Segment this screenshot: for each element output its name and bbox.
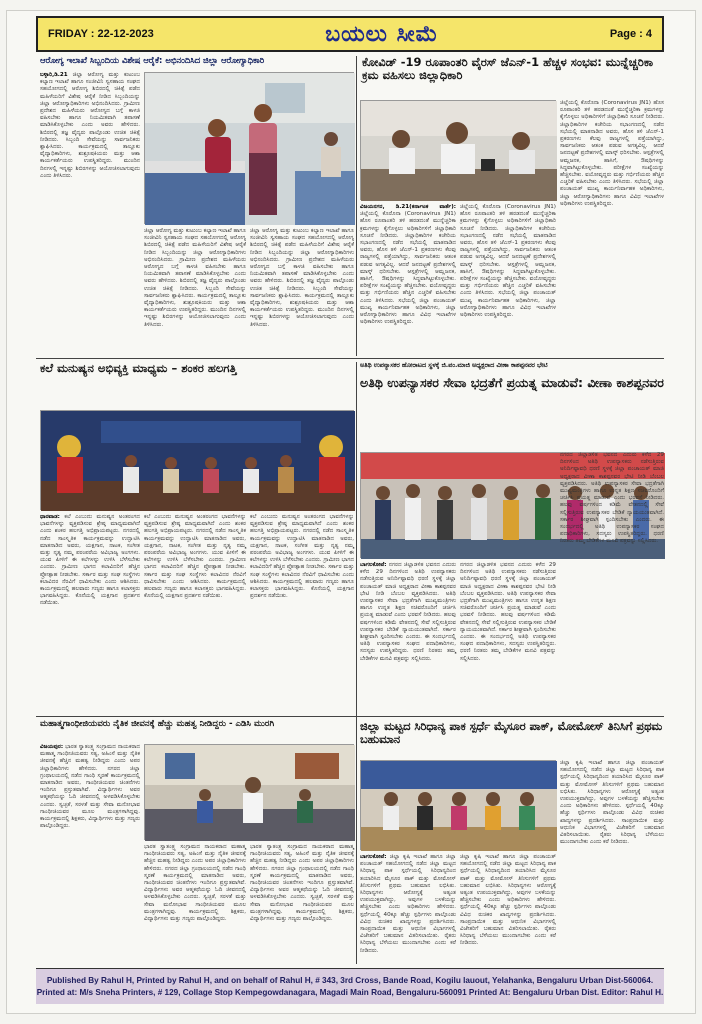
art-body-col3: ಕಲೆ ಎಂಬುದು ಮನುಷ್ಯನ ಅಂತರಂಗದ ಭಾವನೆಗಳನ್ನು ವ್ಯಕ್ತಪಡಿಸುವ ಶ್ರೇಷ್ಠ ಮಾಧ್ಯಮವಾಗಿದೆ ಎಂದು ಶಂಕರ ಹಲಗತ್ತಿ ಅಭಿಪ್ರಾಯಪಟ್ಟರು. ನಗರದಲ್ಲಿ ನಡೆದ ಸಾಂಸ್ಕೃತಿಕ ಕಾರ್ಯಕ್ರಮವನ್ನು ಉದ್ಘಾಟಿಸಿ ಮಾತನಾಡಿದ ಅವರು, ಯಕ್ಷಗಾನ, ನಾಟಕ, ಸಂಗೀತ ಮತ್ತು ನೃತ್ಯ ನಮ್ಮ ಪರಂಪರೆಯ ಅವಿಭಾಜ್ಯ ಅಂಗಗಳು. ಯುವ ಪೀಳಿಗೆ ಈ ಕಲೆಗಳನ್ನು ಉಳಿಸಿ ಬೆಳೆಸಬೇಕು ಎಂದರು. ಗ್ರಾಮೀಣ ಭಾಗದ ಕಲಾವಿದರಿಗೆ ಹೆಚ್ಚಿನ ಪ್ರೋತ್ಸಾಹ ನೀಡಬೇಕು. ಸರ್ಕಾರ ಮತ್ತು ಸಂಘ ಸಂಸ್ಥೆಗಳು ಕಲಾವಿದರ ನೆರವಿಗೆ ಧಾವಿಸಬೇಕು ಎಂದು ಆಶಿಸಿದರು. ಕಾರ್ಯಕ್ರಮದಲ್ಲಿ ಹಲವಾರು ಗಣ್ಯರು ಹಾಗೂ ಕಲಾಸಕ್ತರು ಭಾಗವಹಿಸಿದ್ದರು. ಕೊನೆಯಲ್ಲಿ ಯಕ್ಷಗಾನ ಪ್ರದರ್ಶನ ನಡೆಯಿತು. [250, 514, 354, 600]
health-dateline: ಬಳ್ಳಾರಿ,ಡಿ.21 [40, 72, 68, 78]
guest-kicker: ಅತಿಥಿ ಉಪನ್ಯಾಸಕರ ಹೋರಾಟದ ಸ್ಥಳಕ್ಕೆ ಜಿ.ಪಂ.ಮಾಜಿ ಅಧ್ಯಕ್ಷರಾದ ವೀಣಾ ಕಾಶಪ್ಪನವರ ಭೇಟಿ [360, 362, 548, 369]
health-headline: ಆರೋಗ್ಯ ಇಲಾಖೆ ಸಿಬ್ಬಂದಿಯ ವಿಶೇಷ ಆರೈಕೆ: ಅಭಿನಂದಿಸಿದ ಜಿಲ್ಲಾ ಆರೋಗ್ಯಾಧಿಕಾರಿ [40, 55, 265, 65]
cooking-image [361, 761, 557, 851]
issue-date: FRIDAY : 22-12-2023 [48, 28, 154, 40]
masthead [36, 16, 664, 52]
imprint-footer [36, 968, 664, 1004]
covid-body-col1: ವಿಜಯನಗರ, ಡಿ.21(ಕರ್ನಾಟಕ ವಾರ್ತೆ): ಜಿಲ್ಲೆಯಲ್ಲಿ ಕೊರೊನಾ (Coronavirus JN1) ಹೊಸ ರೂಪಾಂತರಿ ತಳಿ ಹರಡದಂತೆ ಮುನ್ನೆಚ್ಚರಿಕಾ ಕ್ರಮಗಳನ್ನು ಕೈಗೊಳ್ಳಲು ಅಧಿಕಾರಿಗಳಿಗೆ ಜಿಲ್ಲಾಧಿಕಾರಿ ಸೂಚನೆ ನೀಡಿದರು. ಜಿಲ್ಲಾಧಿಕಾರಿಗಳ ಕಚೇರಿಯ ಸಭಾಂಗಣದಲ್ಲಿ ನಡೆದ ಸಭೆಯಲ್ಲಿ ಮಾತನಾಡಿದ ಅವರು, ಹೊಸ ತಳಿ ಜೆಎನ್-1 ಪ್ರಕರಣಗಳು ಕೆಲವು ರಾಜ್ಯಗಳಲ್ಲಿ ಪತ್ತೆಯಾಗಿದ್ದು, ಸಾರ್ವಜನಿಕರು ಆತಂಕ ಪಡುವ ಅಗತ್ಯವಿಲ್ಲ. ಆದರೆ ಜನದಟ್ಟಣೆ ಪ್ರದೇಶಗಳಲ್ಲಿ ಮಾಸ್ಕ್ ಧರಿಸಬೇಕು. ಆಸ್ಪತ್ರೆಗಳಲ್ಲಿ ಆಮ್ಲಜನಕ, ಹಾಸಿಗೆ, ಔಷಧಿಗಳನ್ನು ಸಿದ್ಧವಾಗಿಟ್ಟುಕೊಳ್ಳಬೇಕು. ಪರೀಕ್ಷೆಗಳ ಸಂಖ್ಯೆಯನ್ನು ಹೆಚ್ಚಿಸಬೇಕು. ವಯೋವೃದ್ಧರು ಮತ್ತು ಗರ್ಭಿಣಿಯರು ಹೆಚ್ಚಿನ ಎಚ್ಚರಿಕೆ ವಹಿಸಬೇಕು ಎಂದು ತಿಳಿಸಿದರು. ಸಭೆಯಲ್ಲಿ ಜಿಲ್ಲಾ ಪಂಚಾಯತ್ ಮುಖ್ಯ ಕಾರ್ಯನಿರ್ವಾಹಕ ಅಧಿಕಾರಿಗಳು, ಜಿಲ್ಲಾ ಆರೋಗ್ಯಾಧಿಕಾರಿಗಳು ಹಾಗೂ ವಿವಿಧ ಇಲಾಖೆಗಳ ಅಧಿಕಾರಿಗಳು ಉಪಸ್ಥಿತರಿದ್ದರು. [360, 204, 456, 326]
cooking-body-col1: ಬಾಗಲಕೋಟೆ: ಜಿಲ್ಲಾ ಕೃಷಿ ಇಲಾಖೆ ಹಾಗೂ ಜಿಲ್ಲಾ ಪಂಚಾಯತ್ ಸಹಯೋಗದಲ್ಲಿ ನಡೆದ ಜಿಲ್ಲಾ ಮಟ್ಟದ ಸಿರಿಧಾನ್ಯ ಪಾಕ ಸ್ಪರ್ಧೆಯಲ್ಲಿ ಸಿರಿಧಾನ್ಯದಿಂದ ತಯಾರಿಸಿದ ಮೈಸೂರ ಪಾಕ್ ಮತ್ತು ಮೋಮೋಸ್ ತಿನಿಸುಗಳಿಗೆ ಪ್ರಥಮ ಬಹುಮಾನ ಲಭಿಸಿತು. ಸಿರಿಧಾನ್ಯಗಳು ಆರೋಗ್ಯಕ್ಕೆ ಅತ್ಯಂತ ಉಪಯುಕ್ತವಾಗಿದ್ದು, ಅವುಗಳ ಬಳಕೆಯನ್ನು ಹೆಚ್ಚಿಸಬೇಕು ಎಂದು ಅಧಿಕಾರಿಗಳು ಹೇಳಿದರು. ಸ್ಪರ್ಧೆಯಲ್ಲಿ 40ಕ್ಕೂ ಹೆಚ್ಚು ಸ್ಪರ್ಧಿಗಳು ಪಾಲ್ಗೊಂಡು ವಿವಿಧ ರುಚಿಕರ ಖಾದ್ಯಗಳನ್ನು ಪ್ರದರ್ಶಿಸಿದರು. ಸಾಂಪ್ರದಾಯಿಕ ಮತ್ತು ಆಧುನಿಕ ವಿಭಾಗಗಳಲ್ಲಿ ವಿಜೇತರಿಗೆ ಬಹುಮಾನ ವಿತರಿಸಲಾಯಿತು. ರೈತರು ಸಿರಿಧಾನ್ಯ ಬೆಳೆಯಲು ಮುಂದಾಗಬೇಕು ಎಂದು ಕರೆ ನೀಡಿದರು. [360, 854, 456, 954]
gandhi-body: ವಿಜಯಪುರ: ಭಾರತ ಸ್ವಾತಂತ್ರ್ಯ ಸಂಗ್ರಾಮದ ನಾಯಕರಾದ ಮಹಾತ್ಮ ಗಾಂಧೀಜಿಯವರು ಸತ್ಯ, ಅಹಿಂಸೆ ಮತ್ತು ನೈತಿಕ ಜೀವನಕ್ಕೆ ಹೆಚ್ಚಿನ ಮಹತ್ವ ನೀಡಿದ್ದರು ಎಂದು ಅಪರ ಜಿಲ್ಲಾಧಿಕಾರಿಗಳು ಹೇಳಿದರು. ನಗರದ ಜಿಲ್ಲಾ ಗ್ರಂಥಾಲಯದಲ್ಲಿ ನಡೆದ ಗಾಂಧಿ ಸ್ಮರಣೆ ಕಾರ್ಯಕ್ರಮದಲ್ಲಿ ಮಾತನಾಡಿದ ಅವರು, ಗಾಂಧೀಜಿಯವರ ಚಿಂತನೆಗಳು ಇಂದಿಗೂ ಪ್ರಸ್ತುತವಾಗಿವೆ. ವಿದ್ಯಾರ್ಥಿಗಳು ಅವರ ಆತ್ಮಕಥೆಯನ್ನು ಓದಿ ಜೀವನದಲ್ಲಿ ಅಳವಡಿಸಿಕೊಳ್ಳಬೇಕು ಎಂದರು. ಸ್ವಚ್ಛತೆ, ಸರಳತೆ ಮತ್ತು ಸೇವಾ ಮನೋಭಾವ ಗಾಂಧೀಜಿಯವರ ಮೂಲ ಮಂತ್ರಗಳಾಗಿದ್ದವು. ಕಾರ್ಯಕ್ರಮದಲ್ಲಿ ಶಿಕ್ಷಕರು, ವಿದ್ಯಾರ್ಥಿಗಳು ಮತ್ತು ಗಣ್ಯರು ಪಾಲ್ಗೊಂಡಿದ್ದರು. [40, 744, 141, 830]
section-divider-2 [36, 716, 664, 717]
cooking-body-col2: ಜಿಲ್ಲಾ ಕೃಷಿ ಇಲಾಖೆ ಹಾಗೂ ಜಿಲ್ಲಾ ಪಂಚಾಯತ್ ಸಹಯೋಗದಲ್ಲಿ ನಡೆದ ಜಿಲ್ಲಾ ಮಟ್ಟದ ಸಿರಿಧಾನ್ಯ ಪಾಕ ಸ್ಪರ್ಧೆಯಲ್ಲಿ ಸಿರಿಧಾನ್ಯದಿಂದ ತಯಾರಿಸಿದ ಮೈಸೂರ ಪಾಕ್ ಮತ್ತು ಮೋಮೋಸ್ ತಿನಿಸುಗಳಿಗೆ ಪ್ರಥಮ ಬಹುಮಾನ ಲಭಿಸಿತು. ಸಿರಿಧಾನ್ಯಗಳು ಆರೋಗ್ಯಕ್ಕೆ ಅತ್ಯಂತ ಉಪಯುಕ್ತವಾಗಿದ್ದು, ಅವುಗಳ ಬಳಕೆಯನ್ನು ಹೆಚ್ಚಿಸಬೇಕು ಎಂದು ಅಧಿಕಾರಿಗಳು ಹೇಳಿದರು. ಸ್ಪರ್ಧೆಯಲ್ಲಿ 40ಕ್ಕೂ ಹೆಚ್ಚು ಸ್ಪರ್ಧಿಗಳು ಪಾಲ್ಗೊಂಡು ವಿವಿಧ ರುಚಿಕರ ಖಾದ್ಯಗಳನ್ನು ಪ್ರದರ್ಶಿಸಿದರು. ಸಾಂಪ್ರದಾಯಿಕ ಮತ್ತು ಆಧುನಿಕ ವಿಭಾಗಗಳಲ್ಲಿ ವಿಜೇತರಿಗೆ ಬಹುಮಾನ ವಿತರಿಸಲಾಯಿತು. ರೈತರು ಸಿರಿಧಾನ್ಯ ಬೆಳೆಯಲು ಮುಂದಾಗಬೇಕು ಎಂದು ಕರೆ ನೀಡಿದರು. [460, 854, 556, 947]
meeting-image [361, 101, 557, 201]
guest-body-col2: ನಗರದ ಜಿಲ್ಲಾಡಳಿತ ಭವನದ ಎದುರು ಕಳೆದ 29 ದಿನಗಳಿಂದ ಅತಿಥಿ ಉಪನ್ಯಾಸಕರು ನಡೆಸುತ್ತಿರುವ ಅನಿರ್ದಿಷ್ಟಾವಧಿ ಧರಣಿ ಸ್ಥಳಕ್ಕೆ ಜಿಲ್ಲಾ ಪಂಚಾಯತ್ ಮಾಜಿ ಅಧ್ಯಕ್ಷರಾದ ವೀಣಾ ಕಾಶಪ್ಪನವರ ಭೇಟಿ ನೀಡಿ ಬೆಂಬಲ ವ್ಯಕ್ತಪಡಿಸಿದರು. ಅತಿಥಿ ಉಪನ್ಯಾಸಕರ ಸೇವಾ ಭದ್ರತೆಗಾಗಿ ಮುಖ್ಯಮಂತ್ರಿಗಳು ಹಾಗೂ ಉನ್ನತ ಶಿಕ್ಷಣ ಸಚಿವರೊಂದಿಗೆ ಚರ್ಚಿಸಿ ಪ್ರಯತ್ನ ಮಾಡುವೆ ಎಂದು ಭರವಸೆ ನೀಡಿದರು. ಹಲವು ವರ್ಷಗಳಿಂದ ಕಡಿಮೆ ವೇತನದಲ್ಲಿ ಸೇವೆ ಸಲ್ಲಿಸುತ್ತಿರುವ ಉಪನ್ಯಾಸಕರ ಬೇಡಿಕೆ ನ್ಯಾಯಯುತವಾಗಿದೆ. ಸರ್ಕಾರ ಶೀಘ್ರವಾಗಿ ಸ್ಪಂದಿಸಬೇಕು ಎಂದರು. ಈ ಸಂದರ್ಭದಲ್ಲಿ ಅತಿಥಿ ಉಪನ್ಯಾಸಕರ ಸಂಘದ ಪದಾಧಿಕಾರಿಗಳು, ಸದಸ್ಯರು ಉಪಸ್ಥಿತರಿದ್ದರು. ಧರಣಿ ನಿರತರು ತಮ್ಮ ಬೇಡಿಕೆಗಳ ಮನವಿ ಪತ್ರವನ್ನು ಸಲ್ಲಿಸಿದರು. [460, 562, 556, 662]
gandhi-headline: ಮಹಾತ್ಮಗಾಂಧೀಜಿಯವರು ನೈತಿಕ ಜೀವನಕ್ಕೆ ಹೆಚ್ಚು ಮಹತ್ವ ನೀಡಿದ್ದರು - ಎಡಿಸಿ ಮುರಗಿ [40, 719, 275, 729]
section-divider [36, 358, 664, 359]
guest-dateline: ಬಾಗಲಕೋಟೆ: [360, 562, 387, 568]
cooking-headline: ಜಿಲ್ಲಾ ಮಟ್ಟದ ಸಿರಿಧಾನ್ಯ ಪಾಕ ಸ್ಪರ್ಧೆ ಮೈಸೂರ ಪಾಕ್, ಮೋಮೋಸ್ ತಿನಿಸಿಗೆ ಪ್ರಥಮ ಬಹುಮಾನ [360, 720, 663, 746]
covid-dateline: ವಿಜಯನಗರ, ಡಿ.21(ಕರ್ನಾಟಕ ವಾರ್ತೆ): [360, 204, 456, 210]
covid-meeting-photo [360, 100, 556, 200]
gandhi-dateline: ವಿಜಯಪುರ: [40, 744, 64, 750]
cooking-body: ಜಿಲ್ಲಾ ಕೃಷಿ ಇಲಾಖೆ ಹಾಗೂ ಜಿಲ್ಲಾ ಪಂಚಾಯತ್ ಸಹಯೋಗದಲ್ಲಿ ನಡೆದ ಜಿಲ್ಲಾ ಮಟ್ಟದ ಸಿರಿಧಾನ್ಯ ಪಾಕ ಸ್ಪರ್ಧೆಯಲ್ಲಿ ಸಿರಿಧಾನ್ಯದಿಂದ ತಯಾರಿಸಿದ ಮೈಸೂರ ಪಾಕ್ ಮತ್ತು ಮೋಮೋಸ್ ತಿನಿಸುಗಳಿಗೆ ಪ್ರಥಮ ಬಹುಮಾನ ಲಭಿಸಿತು. ಸಿರಿಧಾನ್ಯಗಳು ಆರೋಗ್ಯಕ್ಕೆ ಅತ್ಯಂತ ಉಪಯುಕ್ತವಾಗಿದ್ದು, ಅವುಗಳ ಬಳಕೆಯನ್ನು ಹೆಚ್ಚಿಸಬೇಕು ಎಂದು ಅಧಿಕಾರಿಗಳು ಹೇಳಿದರು. ಸ್ಪರ್ಧೆಯಲ್ಲಿ 40ಕ್ಕೂ ಹೆಚ್ಚು ಸ್ಪರ್ಧಿಗಳು ಪಾಲ್ಗೊಂಡು ವಿವಿಧ ರುಚಿಕರ ಖಾದ್ಯಗಳನ್ನು ಪ್ರದರ್ಶಿಸಿದರು. ಸಾಂಪ್ರದಾಯಿಕ ಮತ್ತು ಆಧುನಿಕ ವಿಭಾಗಗಳಲ್ಲಿ ವಿಜೇತರಿಗೆ ಬಹುಮಾನ ವಿತರಿಸಲಾಯಿತು. ರೈತರು ಸಿರಿಧಾನ್ಯ ಬೆಳೆಯಲು ಮುಂದಾಗಬೇಕು ಎಂದು ಕರೆ ನೀಡಿದರು. [560, 760, 664, 846]
imprint-line-1: Published By Rahul H, Printed by Rahul H, and on behalf of Rahul H, # 343, 3rd Cross, Bande Road, Kogilu lauout, Yelahanka, Bengaluru Urban Dist-560064. [46, 976, 654, 985]
column-divider [356, 56, 357, 356]
health-body: ಬಳ್ಳಾರಿ,ಡಿ.21 ಜಿಲ್ಲಾ ಆರೋಗ್ಯ ಮತ್ತು ಕುಟುಂಬ ಕಲ್ಯಾಣ ಇಲಾಖೆ ಹಾಗೂ ಸಂಜೀವಿನಿ ಸ್ವಸಹಾಯ ಸಂಘದ ಸಹಯೋಗದಲ್ಲಿ ಆರೋಗ್ಯ ಶಿಬಿರದಲ್ಲಿ ಚಿಕಿತ್ಸೆ ಪಡೆದ ಮಹಿಳೆಯರಿಗೆ ವಿಶೇಷ ಆರೈಕೆ ನೀಡಿದ ಸಿಬ್ಬಂದಿಯನ್ನು ಜಿಲ್ಲಾ ಆರೋಗ್ಯಾಧಿಕಾರಿಗಳು ಅಭಿನಂದಿಸಿದರು. ಗ್ರಾಮೀಣ ಪ್ರದೇಶದ ಮಹಿಳೆಯರು ಆರೋಗ್ಯದ ಬಗ್ಗೆ ಕಾಳಜಿ ವಹಿಸಬೇಕು ಹಾಗೂ ನಿಯಮಿತವಾಗಿ ತಪಾಸಣೆ ಮಾಡಿಸಿಕೊಳ್ಳಬೇಕು ಎಂದು ಅವರು ಹೇಳಿದರು. ಶಿಬಿರದಲ್ಲಿ ತಜ್ಞ ವೈದ್ಯರು ಪಾಲ್ಗೊಂಡು ಉಚಿತ ಚಿಕಿತ್ಸೆ ನೀಡಿದರು. ಸಿಬ್ಬಂದಿ ಸೇವೆಯನ್ನು ಸಾರ್ವಜನಿಕರು ಶ್ಲಾಘಿಸಿದರು. ಕಾರ್ಯಕ್ರಮದಲ್ಲಿ ತಾಲ್ಲೂಕು ವೈದ್ಯಾಧಿಕಾರಿಗಳು, ಶುಶ್ರೂಷಕಿಯರು ಮತ್ತು ಆಶಾ ಕಾರ್ಯಕರ್ತೆಯರು ಉಪಸ್ಥಿತರಿದ್ದರು. ಮುಂದಿನ ದಿನಗಳಲ್ಲಿ ಇನ್ನಷ್ಟು ಶಿಬಿರಗಳನ್ನು ಆಯೋಜಿಸಲಾಗುವುದು ಎಂದು ತಿಳಿಸಿದರು. [40, 72, 140, 179]
hospital-ward-photo [144, 72, 354, 224]
covid-body: ಜಿಲ್ಲೆಯಲ್ಲಿ ಕೊರೊನಾ (Coronavirus JN1) ಹೊಸ ರೂಪಾಂತರಿ ತಳಿ ಹರಡದಂತೆ ಮುನ್ನೆಚ್ಚರಿಕಾ ಕ್ರಮಗಳನ್ನು ಕೈಗೊಳ್ಳಲು ಅಧಿಕಾರಿಗಳಿಗೆ ಜಿಲ್ಲಾಧಿಕಾರಿ ಸೂಚನೆ ನೀಡಿದರು. ಜಿಲ್ಲಾಧಿಕಾರಿಗಳ ಕಚೇರಿಯ ಸಭಾಂಗಣದಲ್ಲಿ ನಡೆದ ಸಭೆಯಲ್ಲಿ ಮಾತನಾಡಿದ ಅವರು, ಹೊಸ ತಳಿ ಜೆಎನ್-1 ಪ್ರಕರಣಗಳು ಕೆಲವು ರಾಜ್ಯಗಳಲ್ಲಿ ಪತ್ತೆಯಾಗಿದ್ದು, ಸಾರ್ವಜನಿಕರು ಆತಂಕ ಪಡುವ ಅಗತ್ಯವಿಲ್ಲ. ಆದರೆ ಜನದಟ್ಟಣೆ ಪ್ರದೇಶಗಳಲ್ಲಿ ಮಾಸ್ಕ್ ಧರಿಸಬೇಕು. ಆಸ್ಪತ್ರೆಗಳಲ್ಲಿ ಆಮ್ಲಜನಕ, ಹಾಸಿಗೆ, ಔಷಧಿಗಳನ್ನು ಸಿದ್ಧವಾಗಿಟ್ಟುಕೊಳ್ಳಬೇಕು. ಪರೀಕ್ಷೆಗಳ ಸಂಖ್ಯೆಯನ್ನು ಹೆಚ್ಚಿಸಬೇಕು. ವಯೋವೃದ್ಧರು ಮತ್ತು ಗರ್ಭಿಣಿಯರು ಹೆಚ್ಚಿನ ಎಚ್ಚರಿಕೆ ವಹಿಸಬೇಕು ಎಂದು ತಿಳಿಸಿದರು. ಸಭೆಯಲ್ಲಿ ಜಿಲ್ಲಾ ಪಂಚಾಯತ್ ಮುಖ್ಯ ಕಾರ್ಯನಿರ್ವಾಹಕ ಅಧಿಕಾರಿಗಳು, ಜಿಲ್ಲಾ ಆರೋಗ್ಯಾಧಿಕಾರಿಗಳು ಹಾಗೂ ವಿವಿಧ ಇಲಾಖೆಗಳ ಅಧಿಕಾರಿಗಳು ಉಪಸ್ಥಿತರಿದ್ದರು. [560, 100, 664, 207]
column-divider-2 [356, 362, 357, 964]
guest-body-col3: ನಗರದ ಜಿಲ್ಲಾಡಳಿತ ಭವನದ ಎದುರು ಕಳೆದ 29 ದಿನಗಳಿಂದ ಅತಿಥಿ ಉಪನ್ಯಾಸಕರು ನಡೆಸುತ್ತಿರುವ ಅನಿರ್ದಿಷ್ಟಾವಧಿ ಧರಣಿ ಸ್ಥಳಕ್ಕೆ ಜಿಲ್ಲಾ ಪಂಚಾಯತ್ ಮಾಜಿ ಅಧ್ಯಕ್ಷರಾದ ವೀಣಾ ಕಾಶಪ್ಪನವರ ಭೇಟಿ ನೀಡಿ ಬೆಂಬಲ ವ್ಯಕ್ತಪಡಿಸಿದರು. ಅತಿಥಿ ಉಪನ್ಯಾಸಕರ ಸೇವಾ ಭದ್ರತೆಗಾಗಿ ಮುಖ್ಯಮಂತ್ರಿಗಳು ಹಾಗೂ ಉನ್ನತ ಶಿಕ್ಷಣ ಸಚಿವರೊಂದಿಗೆ ಚರ್ಚಿಸಿ ಪ್ರಯತ್ನ ಮಾಡುವೆ ಎಂದು ಭರವಸೆ ನೀಡಿದರು. ಹಲವು ವರ್ಷಗಳಿಂದ ಕಡಿಮೆ ವೇತನದಲ್ಲಿ ಸೇವೆ ಸಲ್ಲಿಸುತ್ತಿರುವ ಉಪನ್ಯಾಸಕರ ಬೇಡಿಕೆ ನ್ಯಾಯಯುತವಾಗಿದೆ. ಸರ್ಕಾರ ಶೀಘ್ರವಾಗಿ ಸ್ಪಂದಿಸಬೇಕು ಎಂದರು. ಈ ಸಂದರ್ಭದಲ್ಲಿ ಅತಿಥಿ ಉಪನ್ಯಾಸಕರ ಸಂಘದ ಪದಾಧಿಕಾರಿಗಳು, ಸದಸ್ಯರು ಉಪಸ್ಥಿತರಿದ್ದರು. ಧರಣಿ ನಿರತರು ತಮ್ಮ ಬೇಡಿಕೆಗಳ ಮನವಿ ಪತ್ರವನ್ನು ಸಲ್ಲಿಸಿದರು. [560, 452, 664, 545]
guest-body: ಬಾಗಲಕೋಟೆ: ನಗರದ ಜಿಲ್ಲಾಡಳಿತ ಭವನದ ಎದುರು ಕಳೆದ 29 ದಿನಗಳಿಂದ ಅತಿಥಿ ಉಪನ್ಯಾಸಕರು ನಡೆಸುತ್ತಿರುವ ಅನಿರ್ದಿಷ್ಟಾವಧಿ ಧರಣಿ ಸ್ಥಳಕ್ಕೆ ಜಿಲ್ಲಾ ಪಂಚಾಯತ್ ಮಾಜಿ ಅಧ್ಯಕ್ಷರಾದ ವೀಣಾ ಕಾಶಪ್ಪನವರ ಭೇಟಿ ನೀಡಿ ಬೆಂಬಲ ವ್ಯಕ್ತಪಡಿಸಿದರು. ಅತಿಥಿ ಉಪನ್ಯಾಸಕರ ಸೇವಾ ಭದ್ರತೆಗಾಗಿ ಮುಖ್ಯಮಂತ್ರಿಗಳು ಹಾಗೂ ಉನ್ನತ ಶಿಕ್ಷಣ ಸಚಿವರೊಂದಿಗೆ ಚರ್ಚಿಸಿ ಪ್ರಯತ್ನ ಮಾಡುವೆ ಎಂದು ಭರವಸೆ ನೀಡಿದರು. ಹಲವು ವರ್ಷಗಳಿಂದ ಕಡಿಮೆ ವೇತನದಲ್ಲಿ ಸೇವೆ ಸಲ್ಲಿಸುತ್ತಿರುವ ಉಪನ್ಯಾಸಕರ ಬೇಡಿಕೆ ನ್ಯಾಯಯುತವಾಗಿದೆ. ಸರ್ಕಾರ ಶೀಘ್ರವಾಗಿ ಸ್ಪಂದಿಸಬೇಕು ಎಂದರು. ಈ ಸಂದರ್ಭದಲ್ಲಿ ಅತಿಥಿ ಉಪನ್ಯಾಸಕರ ಸಂಘದ ಪದಾಧಿಕಾರಿಗಳು, ಸದಸ್ಯರು ಉಪಸ್ಥಿತರಿದ್ದರು. ಧರಣಿ ನಿರತರು ತಮ್ಮ ಬೇಡಿಕೆಗಳ ಮನವಿ ಪತ್ರವನ್ನು ಸಲ್ಲಿಸಿದರು. [360, 562, 456, 662]
art-dateline: ಧಾರವಾಡ: [40, 514, 60, 520]
gandhi-body-col3: ಭಾರತ ಸ್ವಾತಂತ್ರ್ಯ ಸಂಗ್ರಾಮದ ನಾಯಕರಾದ ಮಹಾತ್ಮ ಗಾಂಧೀಜಿಯವರು ಸತ್ಯ, ಅಹಿಂಸೆ ಮತ್ತು ನೈತಿಕ ಜೀವನಕ್ಕೆ ಹೆಚ್ಚಿನ ಮಹತ್ವ ನೀಡಿದ್ದರು ಎಂದು ಅಪರ ಜಿಲ್ಲಾಧಿಕಾರಿಗಳು ಹೇಳಿದರು. ನಗರದ ಜಿಲ್ಲಾ ಗ್ರಂಥಾಲಯದಲ್ಲಿ ನಡೆದ ಗಾಂಧಿ ಸ್ಮರಣೆ ಕಾರ್ಯಕ್ರಮದಲ್ಲಿ ಮಾತನಾಡಿದ ಅವರು, ಗಾಂಧೀಜಿಯವರ ಚಿಂತನೆಗಳು ಇಂದಿಗೂ ಪ್ರಸ್ತುತವಾಗಿವೆ. ವಿದ್ಯಾರ್ಥಿಗಳು ಅವರ ಆತ್ಮಕಥೆಯನ್ನು ಓದಿ ಜೀವನದಲ್ಲಿ ಅಳವಡಿಸಿಕೊಳ್ಳಬೇಕು ಎಂದರು. ಸ್ವಚ್ಛತೆ, ಸರಳತೆ ಮತ್ತು ಸೇವಾ ಮನೋಭಾವ ಗಾಂಧೀಜಿಯವರ ಮೂಲ ಮಂತ್ರಗಳಾಗಿದ್ದವು. ಕಾರ್ಯಕ್ರಮದಲ್ಲಿ ಶಿಕ್ಷಕರು, ವಿದ್ಯಾರ್ಥಿಗಳು ಮತ್ತು ಗಣ್ಯರು ಪಾಲ್ಗೊಂಡಿದ್ದರು. [250, 844, 354, 923]
covid-body-col2: ಜಿಲ್ಲೆಯಲ್ಲಿ ಕೊರೊನಾ (Coronavirus JN1) ಹೊಸ ರೂಪಾಂತರಿ ತಳಿ ಹರಡದಂತೆ ಮುನ್ನೆಚ್ಚರಿಕಾ ಕ್ರಮಗಳನ್ನು ಕೈಗೊಳ್ಳಲು ಅಧಿಕಾರಿಗಳಿಗೆ ಜಿಲ್ಲಾಧಿಕಾರಿ ಸೂಚನೆ ನೀಡಿದರು. ಜಿಲ್ಲಾಧಿಕಾರಿಗಳ ಕಚೇರಿಯ ಸಭಾಂಗಣದಲ್ಲಿ ನಡೆದ ಸಭೆಯಲ್ಲಿ ಮಾತನಾಡಿದ ಅವರು, ಹೊಸ ತಳಿ ಜೆಎನ್-1 ಪ್ರಕರಣಗಳು ಕೆಲವು ರಾಜ್ಯಗಳಲ್ಲಿ ಪತ್ತೆಯಾಗಿದ್ದು, ಸಾರ್ವಜನಿಕರು ಆತಂಕ ಪಡುವ ಅಗತ್ಯವಿಲ್ಲ. ಆದರೆ ಜನದಟ್ಟಣೆ ಪ್ರದೇಶಗಳಲ್ಲಿ ಮಾಸ್ಕ್ ಧರಿಸಬೇಕು. ಆಸ್ಪತ್ರೆಗಳಲ್ಲಿ ಆಮ್ಲಜನಕ, ಹಾಸಿಗೆ, ಔಷಧಿಗಳನ್ನು ಸಿದ್ಧವಾಗಿಟ್ಟುಕೊಳ್ಳಬೇಕು. ಪರೀಕ್ಷೆಗಳ ಸಂಖ್ಯೆಯನ್ನು ಹೆಚ್ಚಿಸಬೇಕು. ವಯೋವೃದ್ಧರು ಮತ್ತು ಗರ್ಭಿಣಿಯರು ಹೆಚ್ಚಿನ ಎಚ್ಚರಿಕೆ ವಹಿಸಬೇಕು ಎಂದು ತಿಳಿಸಿದರು. ಸಭೆಯಲ್ಲಿ ಜಿಲ್ಲಾ ಪಂಚಾಯತ್ ಮುಖ್ಯ ಕಾರ್ಯನಿರ್ವಾಹಕ ಅಧಿಕಾರಿಗಳು, ಜಿಲ್ಲಾ ಆರೋಗ್ಯಾಧಿಕಾರಿಗಳು ಹಾಗೂ ವಿವಿಧ ಇಲಾಖೆಗಳ ಅಧಿಕಾರಿಗಳು ಉಪಸ್ಥಿತರಿದ್ದರು. [460, 204, 556, 319]
cooking-dateline: ಬಾಗಲಕೋಟೆ: [360, 854, 387, 860]
art-headline: ಕಲೆ ಮನುಷ್ಯನ ಅಭಿವ್ಯಕ್ತಿ ಮಾಧ್ಯಮ – ಶಂಕರ ಹಲಗತ್ತಿ [40, 361, 237, 375]
gandhi-body-col2: ಭಾರತ ಸ್ವಾತಂತ್ರ್ಯ ಸಂಗ್ರಾಮದ ನಾಯಕರಾದ ಮಹಾತ್ಮ ಗಾಂಧೀಜಿಯವರು ಸತ್ಯ, ಅಹಿಂಸೆ ಮತ್ತು ನೈತಿಕ ಜೀವನಕ್ಕೆ ಹೆಚ್ಚಿನ ಮಹತ್ವ ನೀಡಿದ್ದರು ಎಂದು ಅಪರ ಜಿಲ್ಲಾಧಿಕಾರಿಗಳು ಹೇಳಿದರು. ನಗರದ ಜಿಲ್ಲಾ ಗ್ರಂಥಾಲಯದಲ್ಲಿ ನಡೆದ ಗಾಂಧಿ ಸ್ಮರಣೆ ಕಾರ್ಯಕ್ರಮದಲ್ಲಿ ಮಾತನಾಡಿದ ಅವರು, ಗಾಂಧೀಜಿಯವರ ಚಿಂತನೆಗಳು ಇಂದಿಗೂ ಪ್ರಸ್ತುತವಾಗಿವೆ. ವಿದ್ಯಾರ್ಥಿಗಳು ಅವರ ಆತ್ಮಕಥೆಯನ್ನು ಓದಿ ಜೀವನದಲ್ಲಿ ಅಳವಡಿಸಿಕೊಳ್ಳಬೇಕು ಎಂದರು. ಸ್ವಚ್ಛತೆ, ಸರಳತೆ ಮತ್ತು ಸೇವಾ ಮನೋಭಾವ ಗಾಂಧೀಜಿಯವರ ಮೂಲ ಮಂತ್ರಗಳಾಗಿದ್ದವು. ಕಾರ್ಯಕ್ರಮದಲ್ಲಿ ಶಿಕ್ಷಕರು, ವಿದ್ಯಾರ್ಥಿಗಳು ಮತ್ತು ಗಣ್ಯರು ಪಾಲ್ಗೊಂಡಿದ್ದರು. [144, 844, 246, 923]
guest-headline: ಅತಿಥಿ ಉಪನ್ಯಾಸಕರ ಸೇವಾ ಭದ್ರತೆಗೆ ಪ್ರಯತ್ನ ಮಾಡುವೆ: ವೀಣಾ ಕಾಶಪ್ಪನವರ [360, 375, 664, 390]
art-body: ಧಾರವಾಡ: ಕಲೆ ಎಂಬುದು ಮನುಷ್ಯನ ಅಂತರಂಗದ ಭಾವನೆಗಳನ್ನು ವ್ಯಕ್ತಪಡಿಸುವ ಶ್ರೇಷ್ಠ ಮಾಧ್ಯಮವಾಗಿದೆ ಎಂದು ಶಂಕರ ಹಲಗತ್ತಿ ಅಭಿಪ್ರಾಯಪಟ್ಟರು. ನಗರದಲ್ಲಿ ನಡೆದ ಸಾಂಸ್ಕೃತಿಕ ಕಾರ್ಯಕ್ರಮವನ್ನು ಉದ್ಘಾಟಿಸಿ ಮಾತನಾಡಿದ ಅವರು, ಯಕ್ಷಗಾನ, ನಾಟಕ, ಸಂಗೀತ ಮತ್ತು ನೃತ್ಯ ನಮ್ಮ ಪರಂಪರೆಯ ಅವಿಭಾಜ್ಯ ಅಂಗಗಳು. ಯುವ ಪೀಳಿಗೆ ಈ ಕಲೆಗಳನ್ನು ಉಳಿಸಿ ಬೆಳೆಸಬೇಕು ಎಂದರು. ಗ್ರಾಮೀಣ ಭಾಗದ ಕಲಾವಿದರಿಗೆ ಹೆಚ್ಚಿನ ಪ್ರೋತ್ಸಾಹ ನೀಡಬೇಕು. ಸರ್ಕಾರ ಮತ್ತು ಸಂಘ ಸಂಸ್ಥೆಗಳು ಕಲಾವಿದರ ನೆರವಿಗೆ ಧಾವಿಸಬೇಕು ಎಂದು ಆಶಿಸಿದರು. ಕಾರ್ಯಕ್ರಮದಲ್ಲಿ ಹಲವಾರು ಗಣ್ಯರು ಹಾಗೂ ಕಲಾಸಕ್ತರು ಭಾಗವಹಿಸಿದ್ದರು. ಕೊನೆಯಲ್ಲಿ ಯಕ್ಷಗಾನ ಪ್ರದರ್ಶನ ನಡೆಯಿತು. [40, 514, 141, 607]
library-image [145, 745, 355, 841]
covid-headline: ಕೋವಿಡ್ -19 ರೂಪಾಂತರಿ ವೈರಸ್ ಜೆಎನ್-1 ಹೆಚ್ಚಳ ಸಂಭವ: ಮುನ್ನೆಚ್ಚರಿಕಾ ಕ್ರಮ ವಹಿಸಲು ಜಿಲ್ಲಾಧಿಕಾರಿ [362, 55, 654, 83]
cooking-contest-photo [360, 760, 556, 850]
stage-performance-photo [40, 410, 354, 510]
gandhi-event-photo [144, 744, 354, 840]
imprint-line-2: Printed at: M/s Sneha Printers, # 129, Collage Stop Kempegowdanagara, Magadi Main Road, Bengaluru-560091 Printed At: Bengaluru Urban Dist. Editor: Rahul H. [36, 988, 664, 997]
hospital-ward-image [145, 73, 355, 225]
stage-image [41, 411, 355, 511]
health-body-col3: ಜಿಲ್ಲಾ ಆರೋಗ್ಯ ಮತ್ತು ಕುಟುಂಬ ಕಲ್ಯಾಣ ಇಲಾಖೆ ಹಾಗೂ ಸಂಜೀವಿನಿ ಸ್ವಸಹಾಯ ಸಂಘದ ಸಹಯೋಗದಲ್ಲಿ ಆರೋಗ್ಯ ಶಿಬಿರದಲ್ಲಿ ಚಿಕಿತ್ಸೆ ಪಡೆದ ಮಹಿಳೆಯರಿಗೆ ವಿಶೇಷ ಆರೈಕೆ ನೀಡಿದ ಸಿಬ್ಬಂದಿಯನ್ನು ಜಿಲ್ಲಾ ಆರೋಗ್ಯಾಧಿಕಾರಿಗಳು ಅಭಿನಂದಿಸಿದರು. ಗ್ರಾಮೀಣ ಪ್ರದೇಶದ ಮಹಿಳೆಯರು ಆರೋಗ್ಯದ ಬಗ್ಗೆ ಕಾಳಜಿ ವಹಿಸಬೇಕು ಹಾಗೂ ನಿಯಮಿತವಾಗಿ ತಪಾಸಣೆ ಮಾಡಿಸಿಕೊಳ್ಳಬೇಕು ಎಂದು ಅವರು ಹೇಳಿದರು. ಶಿಬಿರದಲ್ಲಿ ತಜ್ಞ ವೈದ್ಯರು ಪಾಲ್ಗೊಂಡು ಉಚಿತ ಚಿಕಿತ್ಸೆ ನೀಡಿದರು. ಸಿಬ್ಬಂದಿ ಸೇವೆಯನ್ನು ಸಾರ್ವಜನಿಕರು ಶ್ಲಾಘಿಸಿದರು. ಕಾರ್ಯಕ್ರಮದಲ್ಲಿ ತಾಲ್ಲೂಕು ವೈದ್ಯಾಧಿಕಾರಿಗಳು, ಶುಶ್ರೂಷಕಿಯರು ಮತ್ತು ಆಶಾ ಕಾರ್ಯಕರ್ತೆಯರು ಉಪಸ್ಥಿತರಿದ್ದರು. ಮುಂದಿನ ದಿನಗಳಲ್ಲಿ ಇನ್ನಷ್ಟು ಶಿಬಿರಗಳನ್ನು ಆಯೋಜಿಸಲಾಗುವುದು ಎಂದು ತಿಳಿಸಿದರು. [250, 228, 354, 328]
newspaper-title: ಬಯಲು ಸೀಮೆ [325, 21, 439, 47]
health-body-col2: ಜಿಲ್ಲಾ ಆರೋಗ್ಯ ಮತ್ತು ಕುಟುಂಬ ಕಲ್ಯಾಣ ಇಲಾಖೆ ಹಾಗೂ ಸಂಜೀವಿನಿ ಸ್ವಸಹಾಯ ಸಂಘದ ಸಹಯೋಗದಲ್ಲಿ ಆರೋಗ್ಯ ಶಿಬಿರದಲ್ಲಿ ಚಿಕಿತ್ಸೆ ಪಡೆದ ಮಹಿಳೆಯರಿಗೆ ವಿಶೇಷ ಆರೈಕೆ ನೀಡಿದ ಸಿಬ್ಬಂದಿಯನ್ನು ಜಿಲ್ಲಾ ಆರೋಗ್ಯಾಧಿಕಾರಿಗಳು ಅಭಿನಂದಿಸಿದರು. ಗ್ರಾಮೀಣ ಪ್ರದೇಶದ ಮಹಿಳೆಯರು ಆರೋಗ್ಯದ ಬಗ್ಗೆ ಕಾಳಜಿ ವಹಿಸಬೇಕು ಹಾಗೂ ನಿಯಮಿತವಾಗಿ ತಪಾಸಣೆ ಮಾಡಿಸಿಕೊಳ್ಳಬೇಕು ಎಂದು ಅವರು ಹೇಳಿದರು. ಶಿಬಿರದಲ್ಲಿ ತಜ್ಞ ವೈದ್ಯರು ಪಾಲ್ಗೊಂಡು ಉಚಿತ ಚಿಕಿತ್ಸೆ ನೀಡಿದರು. ಸಿಬ್ಬಂದಿ ಸೇವೆಯನ್ನು ಸಾರ್ವಜನಿಕರು ಶ್ಲಾಘಿಸಿದರು. ಕಾರ್ಯಕ್ರಮದಲ್ಲಿ ತಾಲ್ಲೂಕು ವೈದ್ಯಾಧಿಕಾರಿಗಳು, ಶುಶ್ರೂಷಕಿಯರು ಮತ್ತು ಆಶಾ ಕಾರ್ಯಕರ್ತೆಯರು ಉಪಸ್ಥಿತರಿದ್ದರು. ಮುಂದಿನ ದಿನಗಳಲ್ಲಿ ಇನ್ನಷ್ಟು ಶಿಬಿರಗಳನ್ನು ಆಯೋಜಿಸಲಾಗುವುದು ಎಂದು ತಿಳಿಸಿದರು. [144, 228, 246, 328]
page-number: Page : 4 [609, 28, 652, 40]
art-body-col2: ಕಲೆ ಎಂಬುದು ಮನುಷ್ಯನ ಅಂತರಂಗದ ಭಾವನೆಗಳನ್ನು ವ್ಯಕ್ತಪಡಿಸುವ ಶ್ರೇಷ್ಠ ಮಾಧ್ಯಮವಾಗಿದೆ ಎಂದು ಶಂಕರ ಹಲಗತ್ತಿ ಅಭಿಪ್ರಾಯಪಟ್ಟರು. ನಗರದಲ್ಲಿ ನಡೆದ ಸಾಂಸ್ಕೃತಿಕ ಕಾರ್ಯಕ್ರಮವನ್ನು ಉದ್ಘಾಟಿಸಿ ಮಾತನಾಡಿದ ಅವರು, ಯಕ್ಷಗಾನ, ನಾಟಕ, ಸಂಗೀತ ಮತ್ತು ನೃತ್ಯ ನಮ್ಮ ಪರಂಪರೆಯ ಅವಿಭಾಜ್ಯ ಅಂಗಗಳು. ಯುವ ಪೀಳಿಗೆ ಈ ಕಲೆಗಳನ್ನು ಉಳಿಸಿ ಬೆಳೆಸಬೇಕು ಎಂದರು. ಗ್ರಾಮೀಣ ಭಾಗದ ಕಲಾವಿದರಿಗೆ ಹೆಚ್ಚಿನ ಪ್ರೋತ್ಸಾಹ ನೀಡಬೇಕು. ಸರ್ಕಾರ ಮತ್ತು ಸಂಘ ಸಂಸ್ಥೆಗಳು ಕಲಾವಿದರ ನೆರವಿಗೆ ಧಾವಿಸಬೇಕು ಎಂದು ಆಶಿಸಿದರು. ಕಾರ್ಯಕ್ರಮದಲ್ಲಿ ಹಲವಾರು ಗಣ್ಯರು ಹಾಗೂ ಕಲಾಸಕ್ತರು ಭಾಗವಹಿಸಿದ್ದರು. ಕೊನೆಯಲ್ಲಿ ಯಕ್ಷಗಾನ ಪ್ರದರ್ಶನ ನಡೆಯಿತು. [144, 514, 246, 600]
